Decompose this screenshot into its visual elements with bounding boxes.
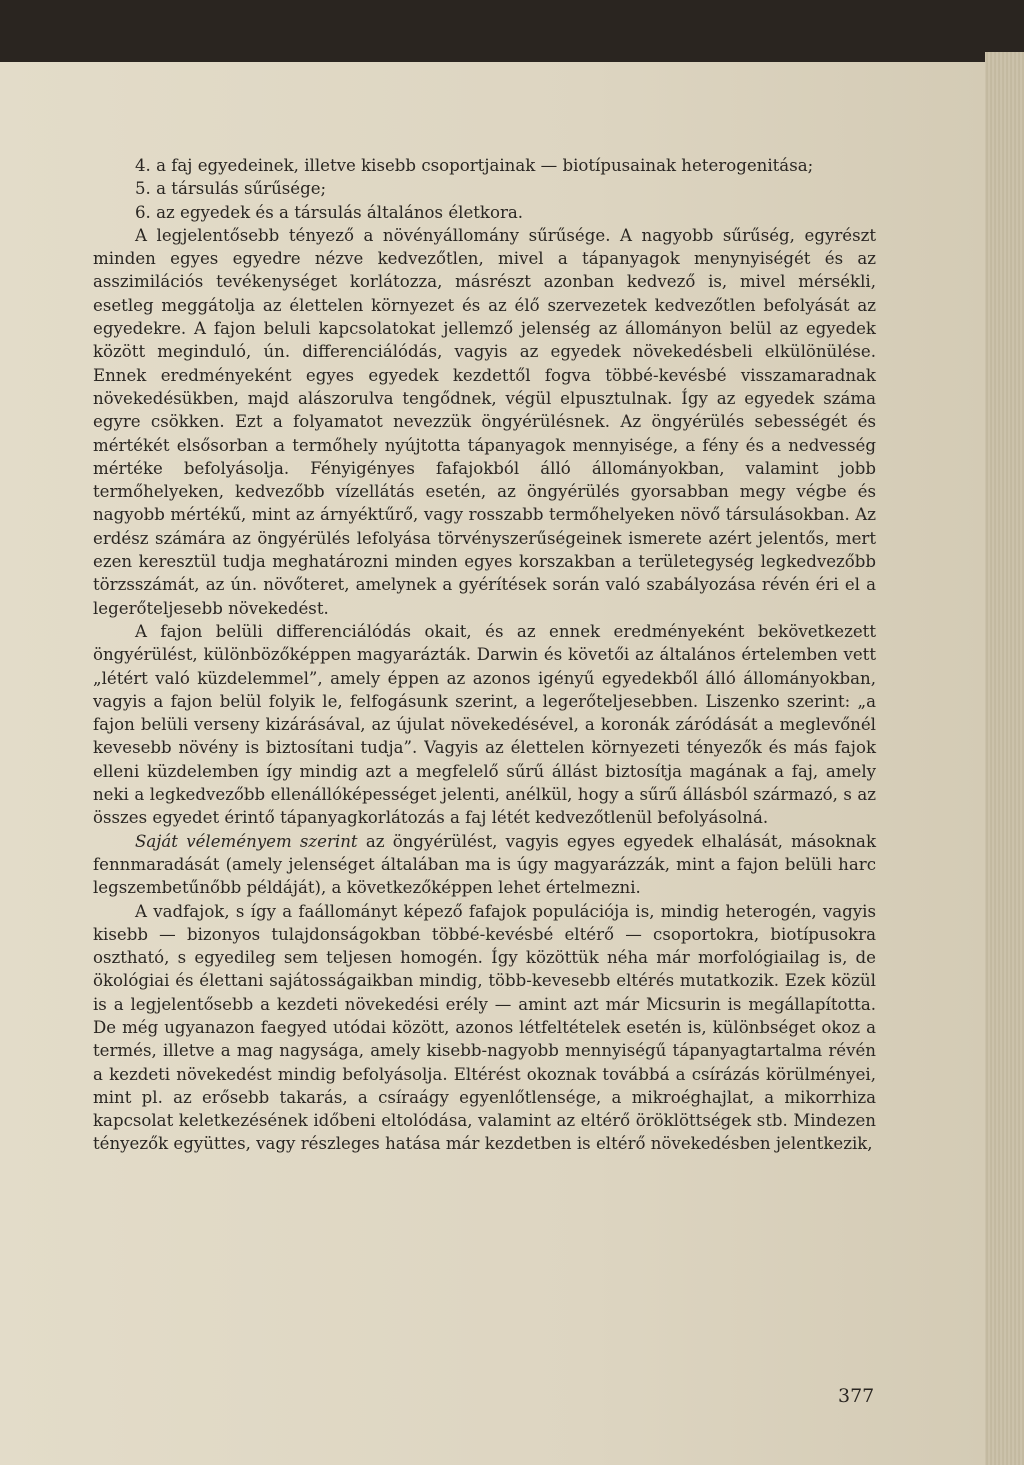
paragraph: A legjelentősebb tényező a növényállomány sűrűsége. A nagyobb sűrűség, egyrészt minden egyes egyedre nézve kedvezőtlen, mivel a tápanyagok menynyiségét és az asszimilációs tevékenységet korlátozza, másrészt azonban kedvező is, mivel mérsékli, esetleg meggátolja az élettelen környezet és az élő szervezetek kedvezőtlen befolyását az egyedekre. A fajon beluli kapcsolatokat jellemző jelenség az állományon belül az egyedek között meginduló, ún. differenciálódás, vagyis az egyedek növekedésbeli elkülönülése. Ennek eredményeként egyes egyedek kezdettől fogva többé-kevésbé visszamaradnak növekedésükben, majd alászorulva tengődnek, végül elpusztulnak. Így az egyedek száma egyre csökken. Ezt a folyamatot nevezzük öngyérülésnek. Az öngyérülés sebességét és mértékét elsősorban a termőhely nyújtotta tápanyagok mennyisége, a fény és a nedvesség mértéke befolyásolja. Fényigényes fafajokból álló állományokban, valamint jobb termőhelyeken, kedvezőbb vízellátás esetén, az öngyérülés gyorsabban megy végbe és nagyobb mértékű, mint az árnyéktűrő, vagy rosszabb termőhelyeken növő társulásokban. Az erdész számára az öngyérülés lefolyása törvényszerűségeinek ismerete azért jelentős, mert ezen keresztül tudja meghatározni minden egyes korszakban a területegység legkedvezőbb törzsszámát, az ún. növőteret, amelynek a gyérítések során való szabályozása révén éri el a legerőteljesebb növekedést.	[93, 225, 876, 618]
list-item: 6. az egyedek és a társulás általános életkora.	[135, 202, 524, 222]
paragraph	[93, 830, 876, 900]
italic-lead: Saját véleményem szerint	[135, 831, 358, 851]
page-edge	[985, 52, 1024, 1465]
list-item: 5. a társulás sűrűsége;	[135, 179, 327, 199]
paragraph-rest: az öngyérülést, vagyis egyes egyedek elhalását, másoknak fennmaradását (amely jelenséget általában ma is úgy magyarázzák, mint a fajon belüli harc legszembetűnőbb példáját), a következőképpen lehet értelmezni.	[93, 831, 876, 898]
body-text	[93, 154, 876, 1156]
paragraph: A vadfajok, s így a faállományt képező fafajok populációja is, mindig heterogén, vagyis kisebb — bizonyos tulajdonságokban többé-kevésbé eltérő — csoportokra, biotípusokra osztható, s egyedileg sem teljesen homogén. Így közöttük néha már morfológiailag is, de ökológiai és élettani sajátosságaikban mindig, több-kevesebb eltérés mutatkozik. Ezek közül is a legjelentősebb a kezdeti növekedési erély — amint azt már Micsurin is megállapította. De még ugyanazon faegyed utódai között, azonos létfeltételek esetén is, különbséget okoz a termés, illetve a mag nagysága, amely kisebb-nagyobb mennyiségű tápanyagtartalma révén a kezdeti növekedést mindig befolyásolja. Eltérést okoznak továbbá a csírázás körülményei, mint pl. az erősebb takarás, a csíraágy egyenlőtlensége, a mikroéghajlat, a mikorrhiza kapcsolat keletkezésének időbeni eltolódása, valamint az eltérő öröklöttségek stb. Mindezen tényezők együttes, vagy részleges hatása már kezdetben is eltérő növekedésben jelentkezik,	[93, 901, 876, 1154]
page-number: 377	[838, 1385, 875, 1407]
list-item: 4. a faj egyedeinek, illetve kisebb csoportjainak — biotípusainak heterogenitása;	[135, 156, 814, 175]
paragraph: A fajon belüli differenciálódás okait, és az ennek eredményeként bekövetkezett öngyérülést, különbözőképpen magyarázták. Darwin és követői az általános értelemben vett „létért való küzdelemmel”, amely éppen az azonos igényű egyedekből álló állományokban, vagyis a fajon belül folyik le, felfogásunk szerint, a legerőteljesebben. Liszenko szerint: „a fajon belüli verseny kizárásával, az újulat növekedésével, a koronák záródását a meglevőnél kevesebb növény is biztosítani tudja”. Vagyis az élettelen környezeti tényezők és más fajok elleni küzdelemben így mindig azt a megfelelő sűrű állást biztosítja magának a faj, amely neki a legkedvezőbb ellenállóképességet jelenti, anélkül, hogy a sűrű állásból származó, s az összes egyedet érintő tápanyagkorlátozás a faj létét kedvezőtlenül befolyásolná.	[93, 621, 876, 828]
